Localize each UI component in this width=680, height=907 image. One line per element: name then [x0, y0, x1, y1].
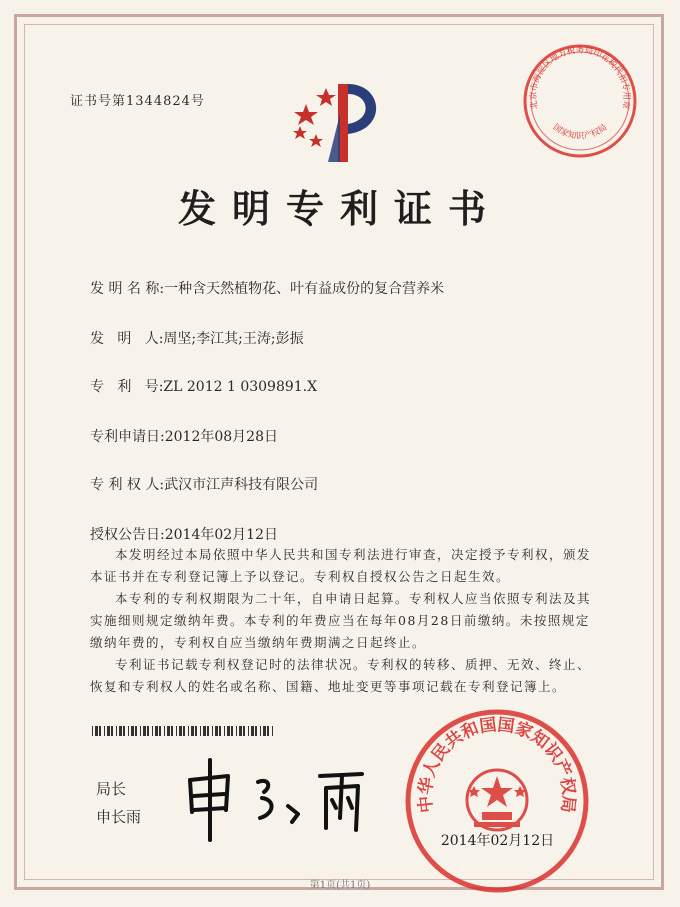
svg-text:国家知识产权局: 国家知识产权局	[550, 122, 610, 142]
inventors-label: 发 明 人:	[90, 331, 164, 347]
body-paragraph: 专利证书记载专利权登记时的法律状况。专利权的转移、质押、无效、终止、恢复和专利权人的姓名或名称、国籍、地址变更等事项记载在专利登记簿上。	[90, 657, 592, 694]
filing-date-field	[90, 426, 278, 446]
grant-date-value: 2014年02月12日	[164, 527, 278, 543]
sipo-logo-icon	[288, 74, 393, 169]
grant-date-label: 授权公告日:	[90, 527, 165, 543]
invention-name-value: 一种含天然植物花、叶有益成份的复合营养米	[164, 281, 445, 297]
inventors-field	[90, 328, 304, 348]
tax-bureau-stamp-icon	[521, 42, 639, 160]
patentee-field	[90, 474, 318, 494]
page-title: 发明专利证书	[177, 186, 502, 231]
director-role: 局长	[96, 780, 127, 798]
body-paragraph: 本专利的专利权期限为二十年，自申请日起算。专利权人应当依照专利法及其实施细则规定缴纳年费。本专利的年费应当在每年08月28日前缴纳。未按照规定缴纳年费的，专利权自应当缴纳年费期满之日起终止。	[90, 591, 592, 650]
sipo-official-seal-icon	[404, 708, 590, 894]
body-paragraph: 本发明经过本局依照中华人民共和国专利法进行审查，决定授予专利权，颁发本证书并在专利登记簿上予以登记。专利权自授权公告之日起生效。	[90, 547, 592, 584]
inventors-value: 周坚;李江其;王涛;彭振	[163, 331, 304, 347]
patentee-value: 武汉市江声科技有限公司	[164, 477, 319, 493]
svg-text:中华人民共和国国家知识产权局: 中华人民共和国国家知识产权局	[415, 715, 579, 814]
patent-number-label: 专 利 号:	[90, 379, 164, 395]
grant-date-field	[90, 524, 278, 544]
handwritten-signature-icon	[180, 752, 380, 847]
certificate-body	[90, 544, 600, 698]
page-number: 第1页(共1页)	[309, 880, 371, 891]
patent-number-field	[90, 376, 317, 396]
filing-date-value: 2012年08月28日	[164, 429, 278, 445]
invention-name-label: 发 明 名 称:	[90, 281, 165, 297]
patentee-label: 专 利 权 人:	[90, 477, 165, 493]
certificate-number: 证书号第1344824号	[70, 94, 205, 109]
patent-number-value: ZL 2012 1 0309891.X	[163, 379, 318, 395]
filing-date-label: 专利申请日:	[90, 429, 165, 445]
svg-text:北京市海淀区地方税务局印花税代扣专用章: 北京市海淀区地方税务局印花税代扣专用章	[528, 45, 632, 110]
invention-name-field	[90, 278, 444, 298]
seal-date: 2014年02月12日	[440, 833, 555, 849]
barcode-icon	[92, 726, 277, 736]
director-name: 申长雨	[96, 808, 142, 826]
